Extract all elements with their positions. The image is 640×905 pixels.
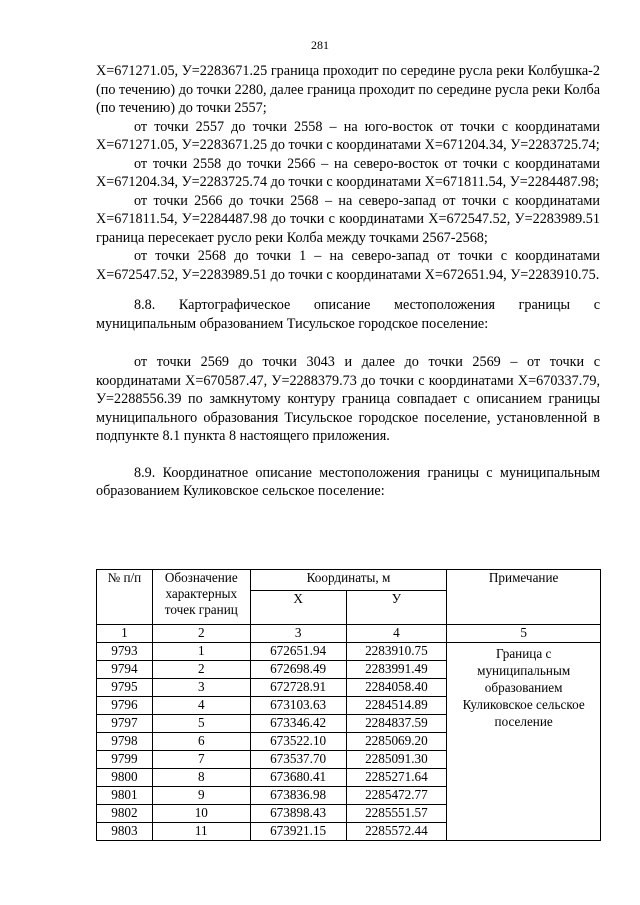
row-num: 9793 — [97, 643, 153, 661]
paragraph-segment-2568-1: от точки 2568 до точки 1 – на северо-запад от точки с координатами X=672547.52, У=2283989.51 до точки с координатами X=672651.94, У=2283910.75. — [96, 248, 600, 283]
row-num: 9799 — [97, 751, 153, 769]
row-x: 673898.43 — [250, 805, 346, 823]
row-y: 2284058.40 — [346, 679, 447, 697]
row-point: 10 — [152, 805, 250, 823]
row-point: 4 — [152, 697, 250, 715]
row-x: 673680.41 — [250, 769, 346, 787]
table-row — [97, 643, 601, 661]
row-x: 672651.94 — [250, 643, 346, 661]
col-number: 1 — [97, 625, 153, 643]
row-num: 9803 — [97, 823, 153, 841]
row-x: 673537.70 — [250, 751, 346, 769]
row-num: 9795 — [97, 679, 153, 697]
row-point: 8 — [152, 769, 250, 787]
header-y: У — [346, 591, 447, 625]
header-x: X — [250, 591, 346, 625]
header-designation: Обозначение характерных точек границ — [152, 570, 250, 625]
row-x: 672698.49 — [250, 661, 346, 679]
row-point: 7 — [152, 751, 250, 769]
col-number: 2 — [152, 625, 250, 643]
row-y: 2285572.44 — [346, 823, 447, 841]
row-y: 2283991.49 — [346, 661, 447, 679]
page-number: 281 — [311, 38, 329, 52]
paragraph-segment-2558-2566: от точки 2558 до точки 2566 – на северо-восток от точки с координатами X=671204.34, У=2283725.74 до точки с координатами X=671811.54, У=2284487.98; — [96, 155, 600, 190]
header-coordinates: Координаты, м — [250, 570, 447, 591]
header-num: № п/п — [97, 570, 153, 625]
row-num: 9801 — [97, 787, 153, 805]
row-y: 2283910.75 — [346, 643, 447, 661]
paragraph-segment-2557-2558: от точки 2557 до точки 2558 – на юго-восток от точки с координатами X=671271.05, У=2283671.25 до точки с координатами X=671204.34, У=2283725.74; — [96, 118, 600, 153]
row-num: 9796 — [97, 697, 153, 715]
row-num: 9794 — [97, 661, 153, 679]
row-y: 2284837.59 — [346, 715, 447, 733]
row-point: 11 — [152, 823, 250, 841]
row-y: 2285472.77 — [346, 787, 447, 805]
row-y: 2285091.30 — [346, 751, 447, 769]
row-x: 673836.98 — [250, 787, 346, 805]
row-point: 1 — [152, 643, 250, 661]
col-number: 4 — [346, 625, 447, 643]
section-8-8-heading: 8.8. Картографическое описание местоположения границы с муниципальным образованием Тисульское городское поселение: — [96, 297, 600, 332]
row-point: 9 — [152, 787, 250, 805]
section-8-8-text: от точки 2569 до точки 3043 и далее до точки 2569 – от точки с координатами X=670587.47, У=2288379.73 до точки с координатами X=670337.79, У=2288556.39 по замкнутому контуру граница совпадает с описанием границы муниципального образования Тисульское городское поселение, установленной в подпункте 8.1 пункта 8 настоящего приложения. — [96, 354, 600, 444]
row-y: 2285271.64 — [346, 769, 447, 787]
paragraph-continuation: X=671271.05, У=2283671.25 граница проходит по середине русла реки Колбушка-2 (по течению) до точки 2280, далее граница проходит по середине русла реки Колба (по течению) до точки 2557; — [96, 63, 600, 116]
document-body — [96, 62, 600, 501]
row-y: 2284514.89 — [346, 697, 447, 715]
row-x: 672728.91 — [250, 679, 346, 697]
row-num: 9802 — [97, 805, 153, 823]
header-note: Примечание — [447, 570, 601, 625]
boundary-note: Граница с муниципальным образованием Куликовское сельское поселение — [447, 643, 601, 841]
row-num: 9800 — [97, 769, 153, 787]
row-point: 5 — [152, 715, 250, 733]
row-point: 3 — [152, 679, 250, 697]
row-num: 9797 — [97, 715, 153, 733]
row-x: 673103.63 — [250, 697, 346, 715]
col-number: 5 — [447, 625, 601, 643]
coordinates-table — [96, 569, 601, 841]
row-y: 2285551.57 — [346, 805, 447, 823]
row-y: 2285069.20 — [346, 733, 447, 751]
row-point: 6 — [152, 733, 250, 751]
section-8-9-heading: 8.9. Координатное описание местоположения границы с муниципальным образованием Куликовское сельское поселение: — [96, 464, 600, 499]
row-x: 673522.10 — [250, 733, 346, 751]
row-x: 673346.42 — [250, 715, 346, 733]
row-point: 2 — [152, 661, 250, 679]
col-number: 3 — [250, 625, 346, 643]
row-x: 673921.15 — [250, 823, 346, 841]
row-num: 9798 — [97, 733, 153, 751]
paragraph-segment-2566-2568: от точки 2566 до точки 2568 – на северо-запад от точки с координатами X=671811.54, У=2284487.98 до точки с координатами X=672547.52, У=2283989.51 граница пересекает русло реки Колба между точками 2567-2568; — [96, 192, 600, 246]
